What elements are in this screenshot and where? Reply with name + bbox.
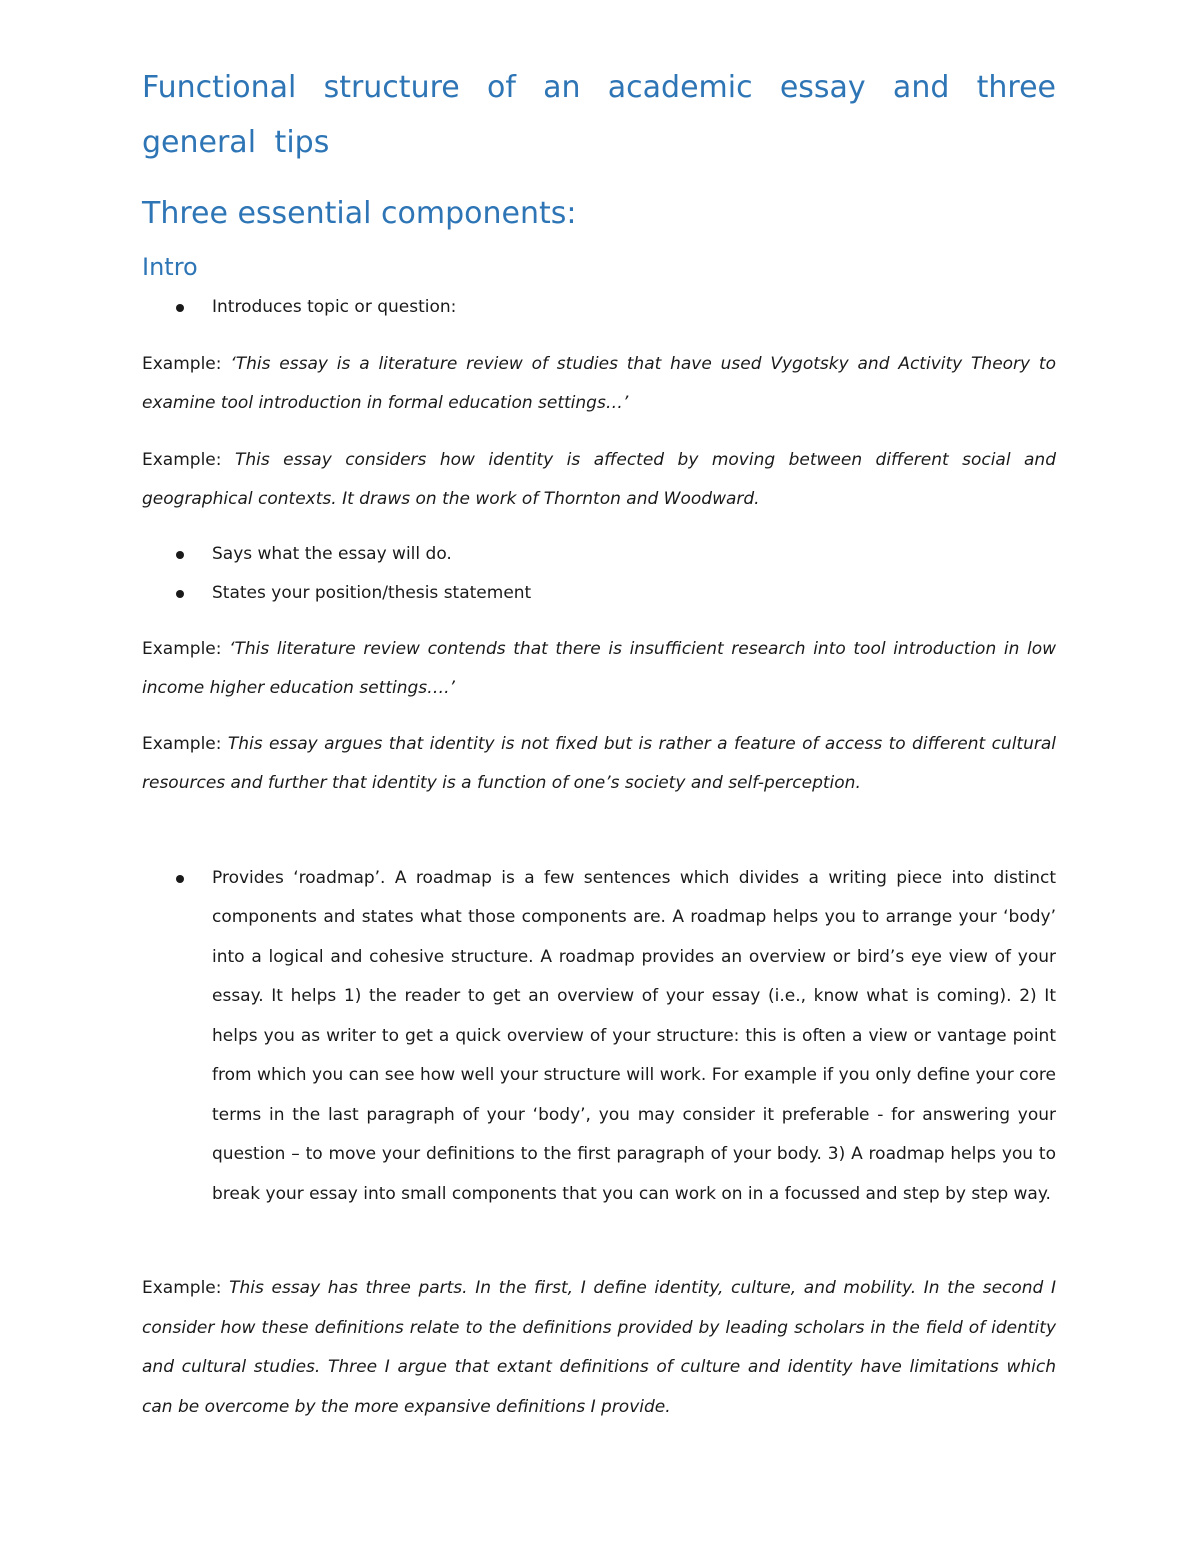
- bullet-list-b: [142, 535, 1056, 614]
- bullet-text: States your position/thesis statement: [212, 583, 532, 603]
- example-paragraph: [142, 630, 1056, 709]
- bullet-text: Says what the essay will do.: [212, 543, 452, 564]
- subsection-heading-intro: Intro: [142, 253, 198, 281]
- example-paragraph: [142, 345, 1056, 424]
- example-paragraph: [142, 1269, 1056, 1427]
- bullet-icon: [176, 590, 184, 598]
- example-text: This essay has three parts. In the first, I define identity, culture, and mobility. In the second I consider how these definitions relate to the definitions provided by leading scholars in the field of identity and cultural studies. Three I argue that extant definitions of culture and identity have limitations which can be overcome by the more expansive definitions I provide.: [142, 1278, 1056, 1417]
- example-label: Example:: [142, 1278, 222, 1298]
- bullet-list-c: [142, 859, 1056, 1215]
- document-title: Functional structure of an academic essay and three general tips: [142, 70, 1056, 160]
- document-page: [142, 60, 1056, 1427]
- example-paragraph: [142, 441, 1056, 520]
- example-label: Example:: [142, 353, 222, 374]
- example-text: ‘This essay is a literature review of studies that have used Vygotsky and Activity Theory to examine tool introduction in formal education settings…’: [142, 353, 1056, 413]
- example-label: Example:: [142, 638, 222, 659]
- bullet-text: Introduces topic or question:: [212, 297, 457, 317]
- list-item: [142, 535, 1056, 575]
- section-heading: Three essential components:: [142, 196, 577, 231]
- list-item: [142, 574, 1056, 614]
- example-text: This essay argues that identity is not fixed but is rather a feature of access to different cultural resources and further that identity is a function of one’s society and self-perception.: [142, 733, 1056, 793]
- bullet-icon: [176, 551, 184, 559]
- bullet-list-a: [142, 288, 1056, 328]
- example-paragraph: [142, 725, 1056, 804]
- list-item: [142, 288, 1056, 328]
- example-label: Example:: [142, 449, 222, 470]
- example-text: ‘This literature review contends that there is insufficient research into tool introduction in low income higher education settings….’: [142, 638, 1057, 698]
- example-text: This essay considers how identity is affected by moving between different social and geographical contexts. It draws on the work of Thornton and Woodward.: [142, 449, 1057, 509]
- bullet-text: Provides ‘roadmap’. A roadmap is a few sentences which divides a writing piece into distinct components and states what those components are. A roadmap helps you to arrange your ‘body’ into a logical and cohesive structure. A roadmap provides an overview or bird’s eye view of your essay. It helps 1) the reader to get an overview of your essay (i.e., know what is coming). 2) It helps you as writer to get a quick overview of your structure: this is often a view or vantage point from which you can see how well your structure will work. For example if you only define your core terms in the last paragraph of your ‘body’, you may consider it preferable - for answering your question – to move your definitions to the first paragraph of your body. 3) A roadmap helps you to break your essay into small components that you can work on in a focussed and step by step way.: [212, 867, 1056, 1204]
- bullet-icon: [176, 875, 184, 883]
- bullet-icon: [176, 304, 184, 312]
- list-item: [142, 859, 1056, 1215]
- example-label: Example:: [142, 733, 222, 754]
